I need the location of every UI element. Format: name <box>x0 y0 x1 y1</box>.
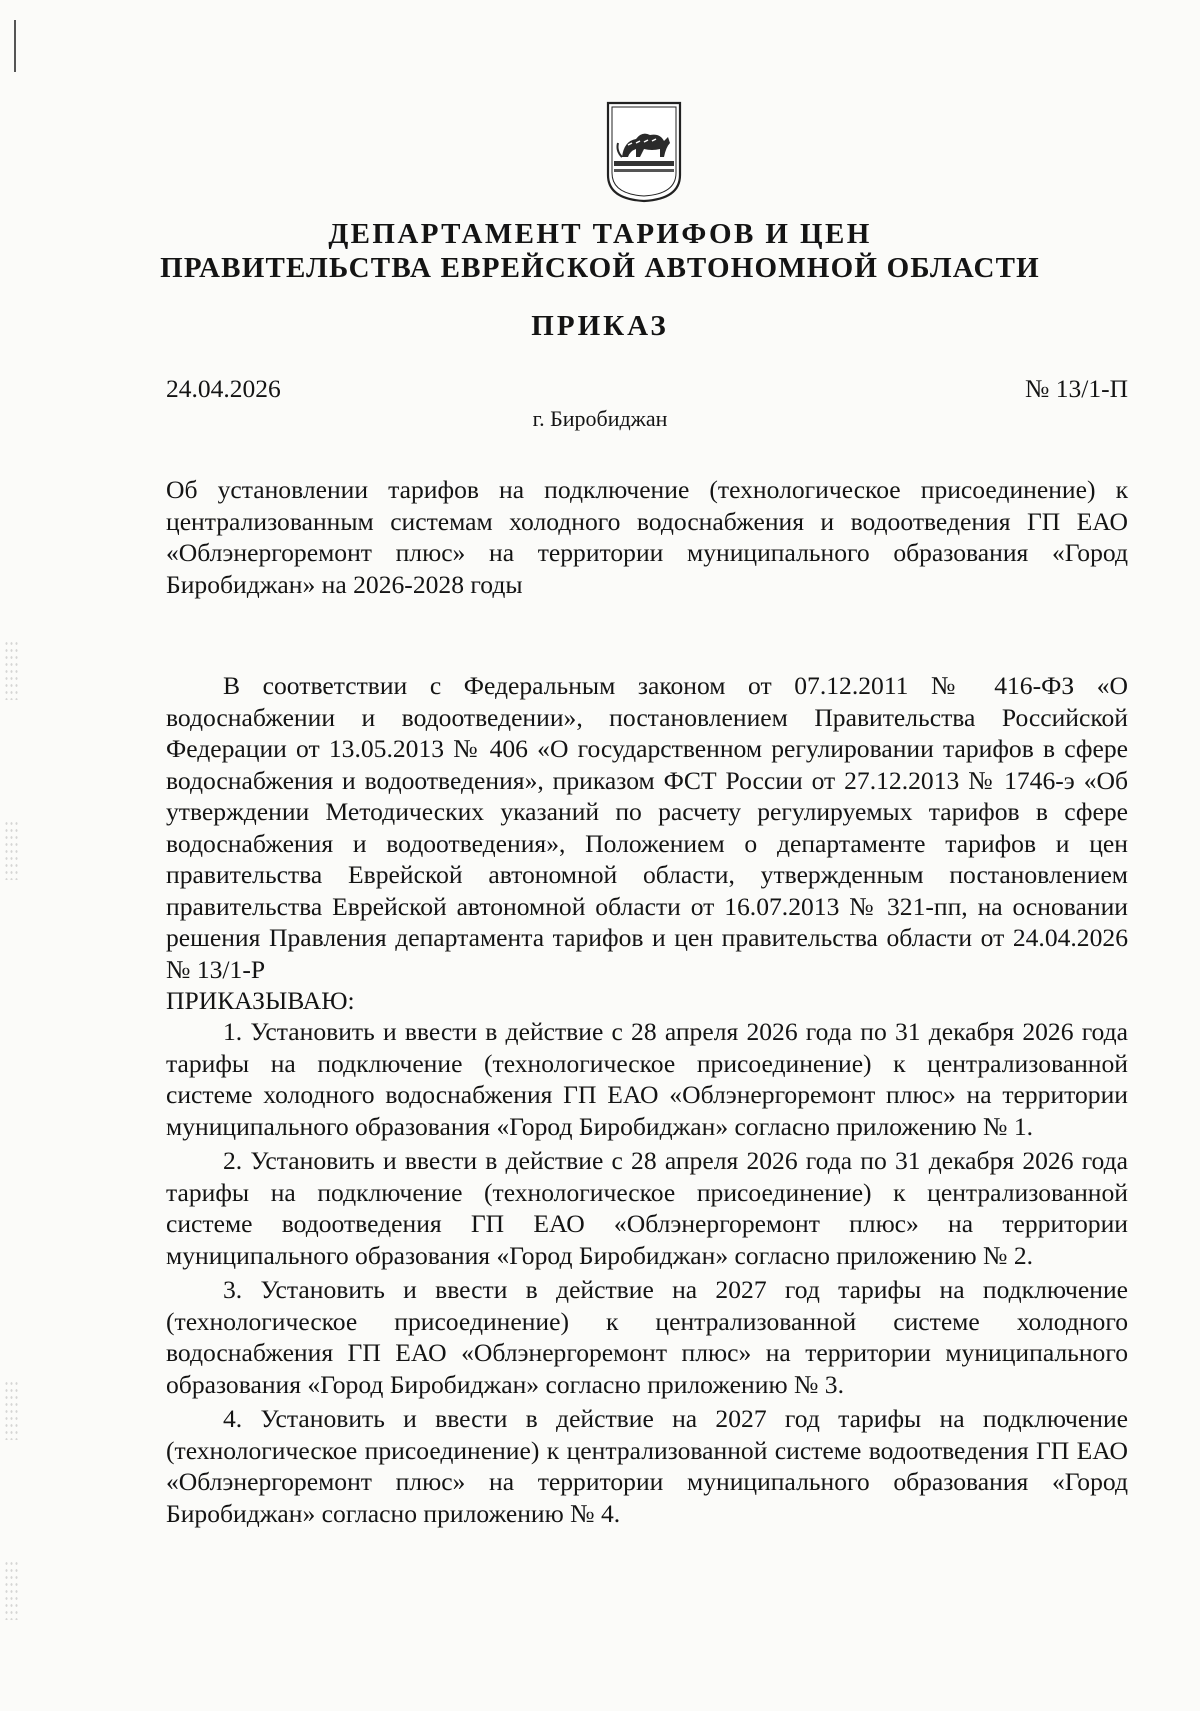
order-item-1: 1. Установить и ввести в действие с 28 апреля 2026 года по 31 декабря 2026 года тарифы на подключение (технологическое присоединение) к централизованной системе холодного водоснабжения ГП ЕАО «Облэнергоремонт плюс» на территории муниципального образования «Город Биробиджан» согласно приложению № 1. <box>166 1017 1128 1141</box>
department-title: ДЕПАРТАМЕНТ ТАРИФОВ И ЦЕН <box>328 218 872 250</box>
scan-noise <box>4 1380 18 1440</box>
scan-noise <box>4 640 18 700</box>
order-item-4: 4. Установить и ввести в действие на 2027 год тарифы на подключение (технологическое присоединение) к централизованной системе водоотведения ГП ЕАО «Облэнергоремонт плюс» на территории муниципального образования «Город Биробиджан» согласно приложению № 4. <box>166 1404 1128 1528</box>
order-date: 24.04.2026 <box>166 374 281 403</box>
preamble-text: В соответствии с Федеральным законом от 07.12.2011 № 416-ФЗ «О водоснабжении и водоотведении», постановлением Правительства Российской Федерации от 13.05.2013 № 406 «О государственном регулировании тарифов в сфере водоснабжения и водоотведения», приказом ФСТ России от 27.12.2013 № 1746-э «Об утверждении Методических указаний по расчету регулируемых тарифов в сфере водоснабжения и водоотведения», Положением о департаменте тарифов и цен правительства Еврейской автономной области, утвержденным постановлением правительства Еврейской автономной области от 16.07.2013 № 321-пп, на основании решения Правления департамента тарифов и цен правительства области от 24.04.2026 № 13/1-Р <box>166 671 1128 984</box>
order-item-2: 2. Установить и ввести в действие с 28 апреля 2026 года по 31 декабря 2026 года тарифы на подключение (технологическое присоединение) к централизованной системе водоотведения ГП ЕАО «Облэнергоремонт плюс» на территории муниципального образования «Город Биробиджан» согласно приложению № 2. <box>166 1146 1128 1270</box>
coat-of-arms-icon <box>606 101 682 203</box>
order-items <box>166 1016 1128 1529</box>
scan-artifact-mark <box>14 20 16 72</box>
scan-noise <box>4 820 18 880</box>
subject-text: Об установлении тарифов на подключение (технологическое присоединение) к централизованным системам холодного водоснабжения и водоотведения ГП ЕАО «Облэнергоремонт плюс» на территории муниципального образования «Город Биробиджан» на 2026-2028 годы <box>166 475 1128 599</box>
city-name: г. Биробиджан <box>532 406 668 431</box>
order-word: ПРИКАЗЫВАЮ: <box>166 986 355 1015</box>
order-number: № 13/1-П <box>1025 374 1128 403</box>
order-item-3: 3. Установить и ввести в действие на 2027 год тарифы на подключение (технологическое присоединение) к централизованной системе холодного водоснабжения ГП ЕАО «Облэнергоремонт плюс» на территории муниципального образования «Город Биробиджан» согласно приложению № 3. <box>166 1275 1128 1399</box>
document-type: ПРИКАЗ <box>531 310 669 342</box>
scan-noise <box>4 1560 18 1620</box>
preamble <box>166 670 1128 1017</box>
government-title: ПРАВИТЕЛЬСТВА ЕВРЕЙСКОЙ АВТОНОМНОЙ ОБЛАСТИ <box>160 252 1040 284</box>
order-subject <box>166 474 1128 600</box>
